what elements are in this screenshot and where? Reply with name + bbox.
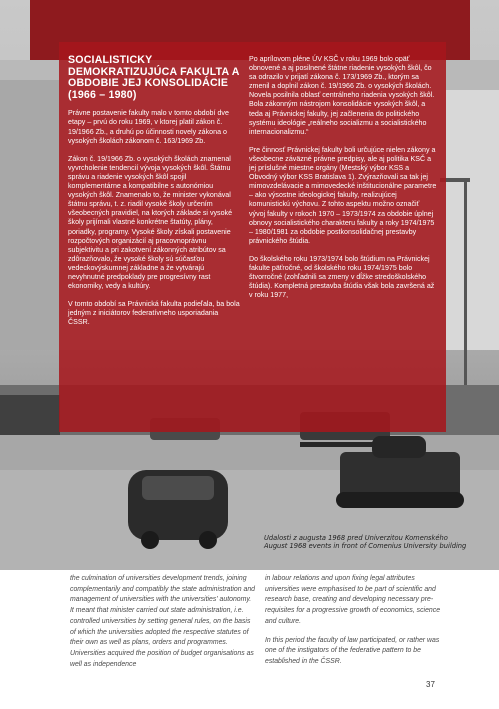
right-paragraph-1: Po aprílovom pléne ÚV KSČ v roku 1969 bolo opäť obnovené a aj posilnené štátne riadenie vysokých škôl, čo sa odrazilo v prijatí zákona č. 173/1969 Zb., ktorým sa zmenil a doplnil zákon č. 19/1966 Zb. o vysokých školách. Novela posilnila oblasť centrálneho riadenia vysokých škôl. Bola zákonným nástrojom konsolidácie vysokých škôl, a teda aj Právnickej fakulty, jej začlenenia do politického systému ideológie „reálneho socializmu a socialistického internacionalizmu.“ [249,55,435,136]
left-text-column [68,55,240,336]
english-left-column [70,574,256,678]
right-paragraph-2: Pre činnosť Právnickej fakulty boli určujúce nielen zákony a všeobecne záväzné právne predpisy, ale aj politika KSČ a jej príslušné miestne orgány (Mestský výbor KSS a Obvodný výbor KSS Bratislava 1). Zvýrazňovali sa tak jej mimovzdelávacie a mimovedecké inštitucionálne parametre – ako výsostne ideologickej fakulty, realizujúcej komunistickú výchovu. Z tohto aspektu možno označiť vývoj fakulty v rokoch 1970 – 1973/1974 za obdobie úplnej obnovy socialistického charakteru fakulty a roky 1974/1975 – 1980/1981 za obdobie postkonsolidačnej prestavby právnického štúdia. [249,145,437,245]
english-right-paragraph-2: In this period the faculty of law participated, or rather was one of the instigators of the federative pattern to be established in the ČSSR. [265,636,440,665]
right-building [446,90,499,350]
english-right-column [265,574,445,676]
car-window [142,476,214,500]
english-right-paragraph-1: in labour relations and upon fixing legal attributes universities were emphasised to be part of scientific and research base, creating and developing necessary pre-requisites for a progressive growth of economics, science and culture. [265,575,441,625]
left-building [0,80,59,350]
car-wheel-2 [199,531,217,549]
street-lamp-pole [464,180,467,400]
right-paragraph-3: Do školského roku 1973/1974 bolo štúdium na Právnickej fakulte päťročné, od školského roku 1974/1975 bolo štvorročné (zohľadnili sa zmeny v dĺžke stredoškolského štúdia). Kompletná prestavba štúdia však bola završená až v roku 1977, [249,254,435,300]
left-paragraph-3: V tomto období sa Právnická fakulta podieľala, ba bola jedným z iniciátorov federatívneho usporiadania ČSSR. [68,300,240,327]
tank-tracks [336,492,464,508]
section-title: SOCIALISTICKY DEMOKRATIZUJÚCA FAKULTA A OBDOBIE JEJ KONSOLIDÁCIE (1966 – 1980) [68,54,240,101]
caption-english: August 1968 events in front of Comenius University building [264,542,467,551]
left-paragraph-1: Právne postavenie fakulty malo v tomto období dve etapy – prvú do roku 1969, v ktorej platil zákon č. 19/1966 Zb., a druhú po účinnosti novely zákona o vysokých školách zákonom č. 163/1969 Zb. [68,109,229,145]
tank-gun [300,442,376,447]
tank-turret [372,436,426,458]
car-wheel [141,531,159,549]
photo-caption [264,534,494,551]
caption-slovak: Udalosti z augusta 1968 pred Univerzitou Komenského [264,534,448,542]
left-paragraph-2: Zákon č. 19/1966 Zb. o vysokých školách znamenal vyvrcholenie tendencií vývoja vysokých škôl. Štátnu správu a riadenie vysokých škôl spojil komplementárne a kompatibilne s autonómiou vysokých škôl. Znamenalo to, že minister vykonával štátnu správu, t. z. riadil vysoké školy určením všeobecných pravidiel, na ktorých základe si vysoké školy prijímali vlastné konkrétne štatúty, plány, poriadky, programy. Vysoké školy získali postavenie rozpočtových organizácií aj pracovnoprávnu subjektivitu a pri zakotvení zákonných atribútov sa zdôrazňovalo, že vysoké školy sú súčasťou vedeckovýskumnej základne a že vytvárajú nevyhnutné predpoklady pre progresívny rast ekonomiky, vedy a kultúry. [68,154,233,291]
crowd-dark-left [0,395,60,435]
right-text-column [249,55,437,309]
english-left-paragraph: the culmination of universities development trends, joining complementarily and compatibly the state administration and management of universities with the universities' autonomy. It meant that minister carried out state administration, i.e. controlled universities by setting general rules, on the basis of which the universities adopted the respective statutes of their own as well as plans, orders and programmes. Universities acquired the position of budget organisations as well as independence [70,575,255,668]
page-number: 37 [426,680,435,689]
